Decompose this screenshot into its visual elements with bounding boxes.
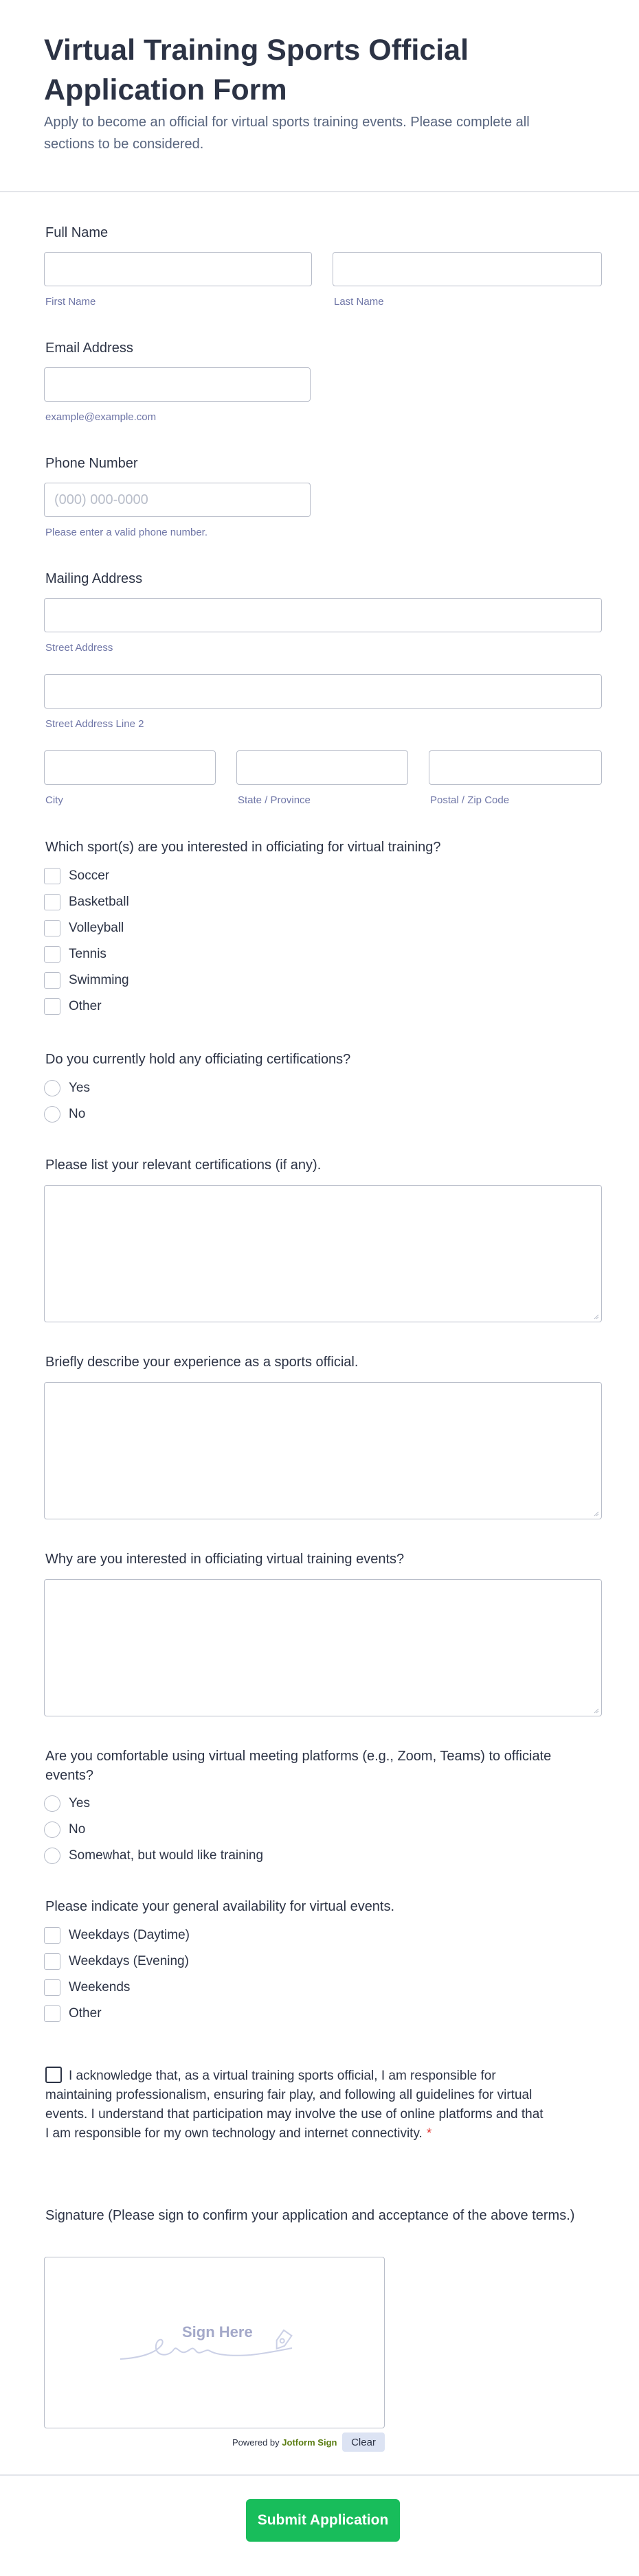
interest-textarea[interactable] [44,1579,602,1716]
street-address-input[interactable] [44,598,602,632]
first-name-input[interactable] [44,252,312,286]
terms-text: I acknowledge that, as a virtual training sports official, I am responsible for maintaining professionalism, ensuring fair play, and following all guidelines for virtual events. I understand that participation may involve the use of online platforms and that I am responsible for my own technology and internet connectivity. [45,2069,543,2141]
page-subtitle: Apply to become an official for virtual sports training events. Please complete all sections to be considered. [44,115,530,152]
availability-option-weekends[interactable]: Weekends [44,1978,130,1997]
checkbox[interactable] [44,1927,60,1944]
zip-input[interactable] [429,750,602,785]
last-name-input[interactable] [333,252,602,286]
sport-option-volleyball[interactable]: Volleyball [44,919,124,938]
platforms-label: Are you comfortable using virtual meeting platforms (e.g., Zoom, Teams) to officiate events? [45,1749,552,1783]
resize-grip-icon[interactable] [592,1707,599,1714]
checkbox[interactable] [44,894,60,910]
email-sublabel: example@example.com [45,411,157,423]
checkbox[interactable] [44,1979,60,1996]
street-address-2-sublabel: Street Address Line 2 [45,718,144,730]
jotform-sign-brand: Jotform Sign [282,2437,337,2448]
radio-button[interactable] [44,1848,60,1864]
sport-option-swimming[interactable]: Swimming [44,971,129,990]
checkbox[interactable] [44,998,60,1015]
resize-grip-icon[interactable] [592,1510,599,1517]
platforms-option-no[interactable]: No [44,1820,85,1839]
availability-label: Please indicate your general availability for virtual events. [45,1899,395,1914]
last-name-sublabel: Last Name [334,296,384,308]
availability-option-weekdays-daytime[interactable]: Weekdays (Daytime) [44,1926,190,1945]
full-name-label: Full Name [45,225,109,240]
experience-textarea[interactable] [44,1382,602,1519]
checkbox[interactable] [44,1953,60,1970]
interest-label: Why are you interested in officiating virtual training events? [45,1552,405,1567]
address-label: Mailing Address [45,571,143,586]
street-address-2-input[interactable] [44,674,602,709]
terms-acknowledgement[interactable] [45,2067,547,2143]
experience-label: Briefly describe your experience as a sports official. [45,1355,359,1370]
powered-by-text: Powered by Jotform Sign [232,2437,337,2448]
availability-option-weekdays-evening[interactable]: Weekdays (Evening) [44,1952,189,1971]
page-title: Virtual Training Sports Official Application Form [44,34,469,106]
checkbox[interactable] [44,2005,60,2022]
city-sublabel: City [45,794,63,806]
signature-placeholder: Sign Here [182,2323,253,2341]
state-input[interactable] [236,750,408,785]
checkbox[interactable] [44,972,60,989]
certifications-list-textarea[interactable] [44,1185,602,1322]
checkbox[interactable] [44,868,60,884]
terms-checkbox[interactable] [45,2067,62,2083]
platforms-option-somewhat[interactable]: Somewhat, but would like training [44,1846,263,1865]
first-name-sublabel: First Name [45,296,96,308]
phone-input[interactable] [44,483,311,517]
certifications-option-no[interactable]: No [44,1105,85,1124]
sports-label: Which sport(s) are you interested in officiating for virtual training? [45,840,441,855]
radio-button[interactable] [44,1821,60,1838]
phone-sublabel: Please enter a valid phone number. [45,527,208,538]
email-input[interactable] [44,367,311,402]
required-mark: * [426,2126,432,2141]
resize-grip-icon[interactable] [592,1313,599,1320]
certifications-held-label: Do you currently hold any officiating certifications? [45,1052,351,1067]
email-label: Email Address [45,341,133,356]
radio-button[interactable] [44,1795,60,1812]
sport-option-basketball[interactable]: Basketball [44,893,129,912]
form-header [0,0,639,192]
availability-option-other[interactable]: Other [44,2004,102,2023]
phone-label: Phone Number [45,456,138,471]
city-input[interactable] [44,750,216,785]
signature-pad[interactable] [44,2257,385,2428]
street-address-sublabel: Street Address [45,642,113,654]
certifications-option-yes[interactable]: Yes [44,1079,90,1098]
clear-signature-button[interactable]: Clear [342,2433,385,2452]
sport-option-tennis[interactable]: Tennis [44,945,106,964]
sport-option-soccer[interactable]: Soccer [44,866,109,886]
certifications-list-label: Please list your relevant certifications (if any). [45,1158,322,1173]
state-sublabel: State / Province [238,794,311,806]
radio-button[interactable] [44,1080,60,1096]
submit-button[interactable]: Submit Application [246,2499,400,2542]
signature-label: Signature (Please sign to confirm your application and acceptance of the above terms.) [45,2208,575,2223]
platforms-option-yes[interactable]: Yes [44,1794,90,1813]
radio-button[interactable] [44,1106,60,1123]
checkbox[interactable] [44,946,60,963]
sport-option-other[interactable]: Other [44,997,102,1016]
zip-sublabel: Postal / Zip Code [430,794,510,806]
checkbox[interactable] [44,920,60,936]
